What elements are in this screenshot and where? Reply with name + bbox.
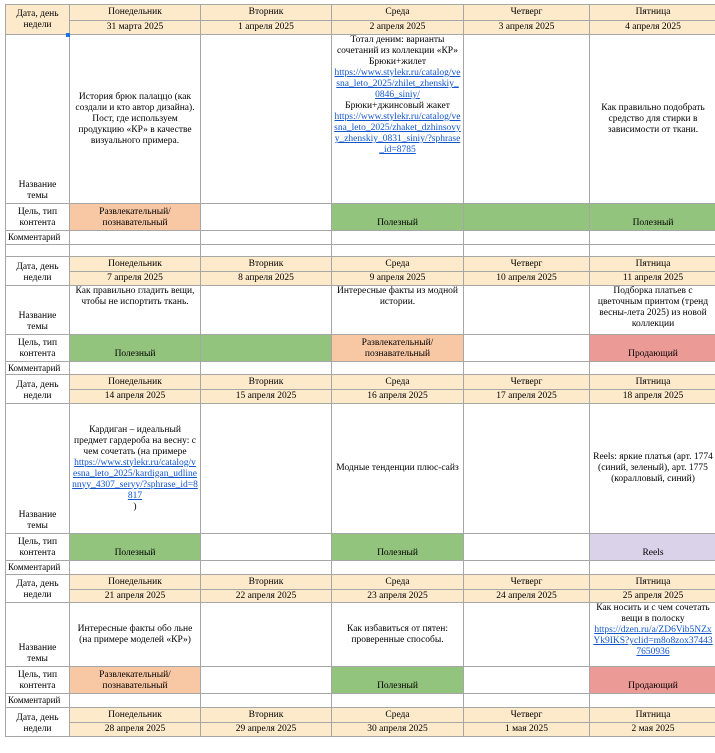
goal-cell[interactable]: Полезный — [590, 204, 715, 231]
day-name[interactable]: Среда — [332, 375, 464, 390]
date-cell[interactable]: 30 апреля 2025 — [332, 723, 464, 737]
topic-cell[interactable]: Модные тенденции плюс-сайз — [332, 404, 464, 534]
day-name[interactable]: Вторник — [201, 257, 332, 272]
topic-cell[interactable] — [590, 603, 715, 667]
comment-cell[interactable] — [464, 694, 590, 708]
date-cell[interactable]: 17 апреля 2025 — [464, 390, 590, 404]
topic-cell[interactable]: Интересные факты из модной истории. — [332, 286, 464, 335]
day-name[interactable]: Среда — [332, 5, 464, 21]
date-cell[interactable]: 28 апреля 2025 — [70, 723, 201, 737]
day-name[interactable]: Пятница — [590, 375, 715, 390]
day-name[interactable]: Среда — [332, 575, 464, 590]
goal-cell[interactable] — [201, 534, 332, 561]
label-date[interactable]: Дата, день недели — [6, 5, 70, 35]
label-date[interactable]: Дата, день недели — [6, 708, 70, 737]
date-cell[interactable]: 23 апреля 2025 — [332, 590, 464, 603]
topic-text: ) — [133, 501, 137, 512]
goal-cell[interactable] — [201, 204, 332, 231]
comment-cell[interactable] — [332, 231, 464, 245]
day-name[interactable]: Четверг — [464, 708, 590, 723]
comment-cell[interactable] — [590, 231, 715, 245]
label-date[interactable]: Дата, день недели — [6, 257, 70, 286]
label-topic[interactable]: Название темы — [6, 404, 70, 534]
spacer-cell[interactable] — [590, 245, 715, 257]
topic-cell[interactable] — [201, 35, 332, 204]
day-name[interactable]: Четверг — [464, 257, 590, 272]
comment-cell[interactable] — [464, 231, 590, 245]
topic-cell[interactable]: Как правильно гладить вещи, чтобы не испортить ткань. — [70, 286, 201, 335]
topic-cell[interactable] — [201, 286, 332, 335]
date-cell[interactable]: 3 апреля 2025 — [464, 21, 590, 35]
goal-cell[interactable]: Полезный — [332, 204, 464, 231]
date-cell[interactable]: 24 апреля 2025 — [464, 590, 590, 603]
comment-cell[interactable] — [332, 561, 464, 575]
label-comment[interactable]: Комментарий — [6, 362, 70, 375]
comment-cell[interactable] — [464, 561, 590, 575]
date-cell[interactable]: 15 апреля 2025 — [201, 390, 332, 404]
goal-cell[interactable] — [464, 534, 590, 561]
label-goal[interactable]: Цель, тип контента — [6, 667, 70, 694]
goal-cell[interactable]: Полезный — [332, 667, 464, 694]
date-cell[interactable]: 7 апреля 2025 — [70, 272, 201, 286]
content-plan-table — [5, 4, 715, 737]
topic-cell[interactable]: Как правильно подобрать средство для стирки в зависимости от ткани. — [590, 35, 715, 204]
goal-cell[interactable]: Reels — [590, 534, 715, 561]
day-name[interactable]: Понедельник — [70, 375, 201, 390]
goal-cell[interactable]: Развлекательный/познавательный — [332, 335, 464, 362]
goal-cell[interactable]: Развлекательный/познавательный — [70, 204, 201, 231]
day-name[interactable]: Среда — [332, 708, 464, 723]
comment-cell[interactable] — [590, 362, 715, 375]
label-date[interactable]: Дата, день недели — [6, 375, 70, 404]
spacer-cell[interactable] — [70, 245, 201, 257]
label-topic[interactable]: Название темы — [6, 603, 70, 667]
day-name[interactable]: Пятница — [590, 257, 715, 272]
comment-cell[interactable] — [70, 561, 201, 575]
comment-cell[interactable] — [201, 694, 332, 708]
day-name[interactable]: Понедельник — [70, 5, 201, 21]
date-cell[interactable]: 1 мая 2025 — [464, 723, 590, 737]
date-cell[interactable]: 18 апреля 2025 — [590, 390, 715, 404]
spacer-cell[interactable] — [6, 245, 70, 257]
label-comment[interactable]: Комментарий — [6, 561, 70, 575]
spacer-cell[interactable] — [464, 245, 590, 257]
date-cell[interactable]: 16 апреля 2025 — [332, 390, 464, 404]
date-cell[interactable]: 21 апреля 2025 — [70, 590, 201, 603]
date-cell[interactable]: 4 апреля 2025 — [590, 21, 715, 35]
day-name[interactable]: Пятница — [590, 575, 715, 590]
day-name[interactable]: Вторник — [201, 708, 332, 723]
day-name[interactable]: Четверг — [464, 575, 590, 590]
topic-cell[interactable]: Интересные факты обо льне (на примере моделей «КР») — [70, 603, 201, 667]
product-link[interactable]: https://www.stylekr.ru/catalog/vesna_leto_2025/zhilet_zhenskiy_0846_siniy/ — [334, 68, 461, 100]
goal-cell[interactable]: Полезный — [70, 534, 201, 561]
topic-cell[interactable] — [464, 35, 590, 204]
comment-cell[interactable] — [201, 231, 332, 245]
date-cell[interactable]: 9 апреля 2025 — [332, 272, 464, 286]
comment-cell[interactable] — [70, 362, 201, 375]
topic-cell[interactable]: Подборка платьев с цветочным принтом (тренд весны-лета 2025) из новой коллекции — [590, 286, 715, 335]
goal-cell[interactable] — [201, 335, 332, 362]
topic-cell[interactable] — [201, 603, 332, 667]
goal-cell[interactable] — [464, 667, 590, 694]
label-goal[interactable]: Цель, тип контента — [6, 204, 70, 231]
day-name[interactable]: Вторник — [201, 575, 332, 590]
label-date[interactable]: Дата, день недели — [6, 575, 70, 603]
goal-cell[interactable] — [464, 204, 590, 231]
topic-cell[interactable] — [70, 404, 201, 534]
date-cell[interactable]: 29 апреля 2025 — [201, 723, 332, 737]
date-cell[interactable]: 1 апреля 2025 — [201, 21, 332, 35]
label-goal[interactable]: Цель, тип контента — [6, 534, 70, 561]
day-name[interactable]: Среда — [332, 257, 464, 272]
comment-cell[interactable] — [332, 362, 464, 375]
topic-text: Как носить и с чем сочетать вещи в полоску — [596, 603, 710, 624]
comment-cell[interactable] — [464, 362, 590, 375]
date-cell[interactable]: 25 апреля 2025 — [590, 590, 715, 603]
goal-cell[interactable] — [464, 335, 590, 362]
topic-text: Тотал деним: варианты сочетаний из коллекции «КР» — [336, 35, 459, 56]
date-cell[interactable]: 8 апреля 2025 — [201, 272, 332, 286]
comment-cell[interactable] — [70, 694, 201, 708]
day-name[interactable]: Четверг — [464, 375, 590, 390]
goal-cell[interactable] — [201, 667, 332, 694]
day-name[interactable]: Вторник — [201, 5, 332, 21]
day-name[interactable]: Пятница — [590, 5, 715, 21]
topic-cell[interactable] — [201, 404, 332, 534]
selection-handle-icon[interactable] — [66, 33, 70, 37]
label-topic[interactable]: Название темы — [6, 286, 70, 335]
goal-cell[interactable]: Продающий — [590, 335, 715, 362]
date-cell[interactable]: 22 апреля 2025 — [201, 590, 332, 603]
topic-cell[interactable] — [464, 286, 590, 335]
topic-cell[interactable] — [332, 35, 464, 204]
goal-cell[interactable]: Развлекательный/познавательный — [70, 667, 201, 694]
topic-cell[interactable]: Reels: яркие платья (арт. 1774 (синий, зеленый), арт. 1775 (коралловый, синий) — [590, 404, 715, 534]
goal-cell[interactable]: Полезный — [332, 534, 464, 561]
topic-cell[interactable]: Как избавиться от пятен: проверенные способы. — [332, 603, 464, 667]
product-link[interactable]: https://www.stylekr.ru/catalog/vesna_leto_2025/kardigan_udlinennyy_4307_seryy/?sphrase_id=8817 — [72, 457, 198, 501]
spacer-cell[interactable] — [201, 245, 332, 257]
product-link[interactable]: https://dzen.ru/a/ZD6Vib5NZxYk9IKS?yclid=m8o8zox374437650936 — [593, 625, 713, 657]
date-cell[interactable]: 10 апреля 2025 — [464, 272, 590, 286]
topic-text: Кардиган – идеальный предмет гардероба на весну: с чем сочетать (на примере — [74, 424, 196, 457]
comment-cell[interactable] — [201, 561, 332, 575]
date-cell[interactable]: 2 апреля 2025 — [332, 21, 464, 35]
day-name[interactable]: Четверг — [464, 5, 590, 21]
comment-cell[interactable] — [590, 694, 715, 708]
goal-cell[interactable]: Продающий — [590, 667, 715, 694]
spacer-cell[interactable] — [332, 245, 464, 257]
comment-cell[interactable] — [590, 561, 715, 575]
day-name[interactable]: Понедельник — [70, 575, 201, 590]
day-name[interactable]: Вторник — [201, 375, 332, 390]
date-cell[interactable]: 31 марта 2025 — [70, 21, 201, 35]
topic-cell[interactable] — [464, 603, 590, 667]
topic-text: Брюки+джинсовый жакет — [345, 101, 450, 111]
date-cell[interactable]: 2 мая 2025 — [590, 723, 715, 737]
topic-cell[interactable]: История брюк палаццо (как создали и кто автор дизайна). Пост, где используем продукцию «КР» в качестве визуального примера. — [70, 35, 201, 204]
day-name[interactable]: Пятница — [590, 708, 715, 723]
label-topic[interactable]: Название темы — [6, 35, 70, 204]
product-link[interactable]: https://www.stylekr.ru/catalog/vesna_leto_2025/zhaket_dzhinsovyy_zhenskiy_0831_siniy/?sphrase_id=8785 — [334, 112, 461, 155]
comment-cell[interactable] — [332, 694, 464, 708]
label-goal[interactable]: Цель, тип контента — [6, 335, 70, 362]
topic-text: Брюки+жилет — [368, 57, 427, 67]
day-name[interactable]: Понедельник — [70, 708, 201, 723]
day-name[interactable]: Понедельник — [70, 257, 201, 272]
label-comment[interactable]: Комментарий — [6, 694, 70, 708]
comment-cell[interactable] — [201, 362, 332, 375]
date-cell[interactable]: 11 апреля 2025 — [590, 272, 715, 286]
goal-cell[interactable]: Полезный — [70, 335, 201, 362]
topic-cell[interactable] — [464, 404, 590, 534]
label-comment[interactable]: Комментарий — [6, 231, 70, 245]
comment-cell[interactable] — [70, 231, 201, 245]
date-cell[interactable]: 14 апреля 2025 — [70, 390, 201, 404]
